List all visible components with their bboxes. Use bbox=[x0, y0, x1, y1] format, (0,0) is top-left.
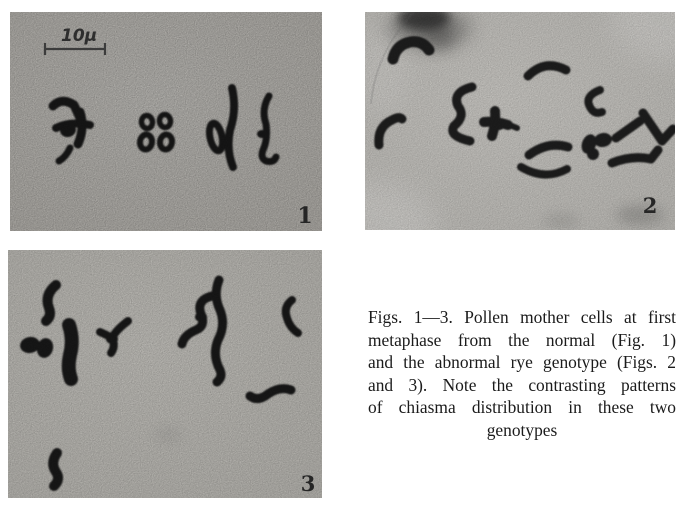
figure-panel-3 bbox=[8, 250, 322, 498]
caption-line-6: genotypes bbox=[486, 419, 558, 440]
caption-line-1: Figs. 1—3. Pollen mother cells at first bbox=[368, 307, 676, 327]
micrograph-1-image bbox=[10, 12, 322, 231]
panel-number-2: 2 bbox=[642, 193, 658, 218]
panel-number-3: 3 bbox=[300, 471, 316, 496]
scale-bar-label: 10µ bbox=[61, 26, 98, 46]
micrograph-3-image bbox=[8, 250, 322, 498]
micrograph-2-image bbox=[365, 12, 675, 230]
panel-number-1: 1 bbox=[297, 203, 313, 229]
caption-line-3: and the abnormal rye genotype (Figs. 2 bbox=[368, 352, 676, 373]
caption-line-4: and 3). Note the contrasting patterns bbox=[368, 374, 676, 395]
figure-panel-1 bbox=[10, 12, 322, 231]
figure-caption bbox=[368, 306, 676, 442]
caption-line-5: of chiasma distribution in these two bbox=[368, 397, 676, 418]
caption-line-2: metaphase from the normal (Fig. 1) bbox=[368, 329, 676, 350]
figure-panel-2 bbox=[365, 12, 675, 230]
